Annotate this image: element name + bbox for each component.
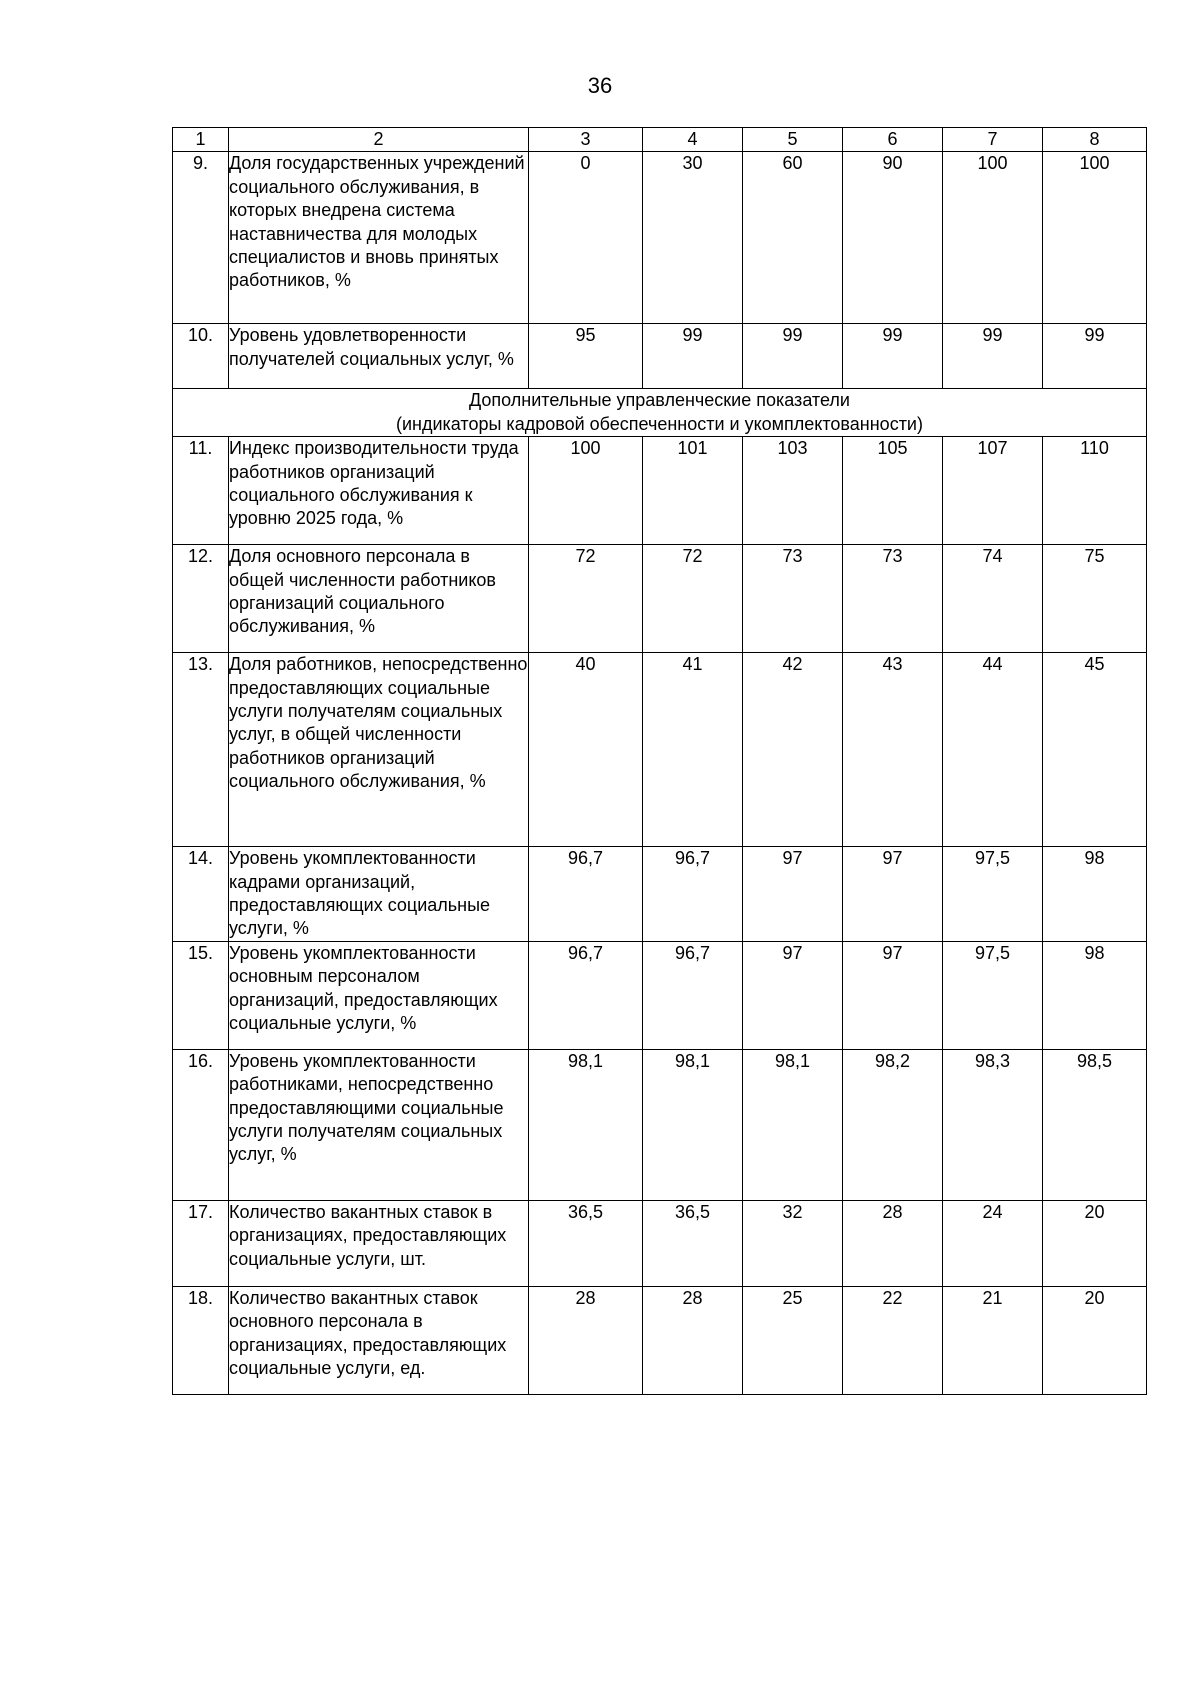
- indicator-value: 32: [743, 1200, 843, 1286]
- indicator-value: 98,1: [643, 1049, 743, 1200]
- section-header-row: [173, 389, 1147, 437]
- column-number-row: [173, 128, 1147, 152]
- indicator-value: 100: [943, 152, 1043, 324]
- indicator-value: 96,7: [529, 941, 643, 1049]
- indicator-name: Количество вакантных ставок основного персонала в организациях, предоставляющих социальные услуги, ед.: [229, 1286, 529, 1394]
- row-number: 15.: [173, 941, 229, 1049]
- indicator-value: 42: [743, 653, 843, 847]
- indicator-value: 97: [743, 847, 843, 942]
- indicator-value: 99: [743, 324, 843, 389]
- indicator-value: 22: [843, 1286, 943, 1394]
- indicators-table: [172, 127, 1147, 1395]
- table-row: [173, 1200, 1147, 1286]
- indicator-value: 100: [1043, 152, 1147, 324]
- row-number: 14.: [173, 847, 229, 942]
- indicator-name: Уровень укомплектованности работниками, непосредственно предоставляющими социальные услуги получателям социальных услуг, %: [229, 1049, 529, 1200]
- indicator-name: Доля основного персонала в общей численности работников организаций социального обслуживания, %: [229, 545, 529, 653]
- indicator-value: 105: [843, 437, 943, 545]
- column-number: 1: [173, 128, 229, 152]
- row-number: 12.: [173, 545, 229, 653]
- indicator-value: 20: [1043, 1286, 1147, 1394]
- indicator-value: 97: [843, 847, 943, 942]
- row-number: 16.: [173, 1049, 229, 1200]
- indicator-value: 74: [943, 545, 1043, 653]
- indicator-value: 98: [1043, 847, 1147, 942]
- indicator-value: 43: [843, 653, 943, 847]
- table-row: [173, 1049, 1147, 1200]
- indicator-value: 75: [1043, 545, 1147, 653]
- indicator-value: 98: [1043, 941, 1147, 1049]
- indicator-name: Уровень укомплектованности кадрами организаций, предоставляющих социальные услуги, %: [229, 847, 529, 942]
- column-number: 7: [943, 128, 1043, 152]
- indicator-value: 100: [529, 437, 643, 545]
- table-row: [173, 941, 1147, 1049]
- table-row: [173, 545, 1147, 653]
- section-header: [173, 389, 1147, 437]
- indicator-value: 21: [943, 1286, 1043, 1394]
- indicator-name: Количество вакантных ставок в организациях, предоставляющих социальные услуги, шт.: [229, 1200, 529, 1286]
- column-number: 6: [843, 128, 943, 152]
- indicator-value: 107: [943, 437, 1043, 545]
- indicator-value: 97,5: [943, 847, 1043, 942]
- table-row: [173, 653, 1147, 847]
- row-number: 13.: [173, 653, 229, 847]
- indicator-value: 98,1: [743, 1049, 843, 1200]
- indicator-name: Уровень укомплектованности основным персоналом организаций, предоставляющих социальные услуги, %: [229, 941, 529, 1049]
- indicator-value: 20: [1043, 1200, 1147, 1286]
- table-row: [173, 324, 1147, 389]
- indicator-value: 25: [743, 1286, 843, 1394]
- indicator-value: 73: [743, 545, 843, 653]
- indicator-value: 99: [643, 324, 743, 389]
- row-number: 18.: [173, 1286, 229, 1394]
- indicator-value: 97: [743, 941, 843, 1049]
- indicator-name: Уровень удовлетворенности получателей социальных услуг, %: [229, 324, 529, 389]
- indicator-name: Доля государственных учреждений социального обслуживания, в которых внедрена система наставничества для молодых специалистов и вновь принятых работников, %: [229, 152, 529, 324]
- table-body: [173, 128, 1147, 1395]
- table-row: [173, 847, 1147, 942]
- table-row: [173, 152, 1147, 324]
- page-number: 36: [587, 73, 613, 98]
- indicator-value: 98,1: [529, 1049, 643, 1200]
- column-number: 8: [1043, 128, 1147, 152]
- section-subtitle: (индикаторы кадровой обеспеченности и укомплектованности): [395, 413, 923, 434]
- row-number: 10.: [173, 324, 229, 389]
- indicator-value: 99: [843, 324, 943, 389]
- indicator-value: 98,5: [1043, 1049, 1147, 1200]
- indicator-value: 60: [743, 152, 843, 324]
- indicator-value: 73: [843, 545, 943, 653]
- indicator-value: 110: [1043, 437, 1147, 545]
- indicator-value: 30: [643, 152, 743, 324]
- indicator-name: Индекс производительности труда работников организаций социального обслуживания к уровню 2025 года, %: [229, 437, 529, 545]
- indicator-value: 44: [943, 653, 1043, 847]
- indicator-value: 40: [529, 653, 643, 847]
- indicator-value: 99: [943, 324, 1043, 389]
- indicator-value: 96,7: [529, 847, 643, 942]
- indicator-value: 99: [1043, 324, 1147, 389]
- indicator-value: 45: [1043, 653, 1147, 847]
- section-title: Дополнительные управленческие показатели: [469, 390, 850, 411]
- row-number: 11.: [173, 437, 229, 545]
- indicator-value: 97: [843, 941, 943, 1049]
- indicator-value: 98,2: [843, 1049, 943, 1200]
- indicator-value: 28: [843, 1200, 943, 1286]
- indicator-value: 41: [643, 653, 743, 847]
- indicator-value: 72: [529, 545, 643, 653]
- indicator-value: 103: [743, 437, 843, 545]
- indicator-value: 28: [529, 1286, 643, 1394]
- column-number: 3: [529, 128, 643, 152]
- table-row: [173, 437, 1147, 545]
- indicator-value: 0: [529, 152, 643, 324]
- indicator-value: 24: [943, 1200, 1043, 1286]
- table-row: [173, 1286, 1147, 1394]
- column-number: 2: [229, 128, 529, 152]
- indicator-value: 96,7: [643, 941, 743, 1049]
- indicator-name: Доля работников, непосредственно предоставляющих социальные услуги получателям социальных услуг, в общей численности работников организаций социального обслуживания, %: [229, 653, 529, 847]
- indicator-value: 97,5: [943, 941, 1043, 1049]
- indicator-value: 90: [843, 152, 943, 324]
- indicator-value: 101: [643, 437, 743, 545]
- column-number: 4: [643, 128, 743, 152]
- indicator-value: 36,5: [529, 1200, 643, 1286]
- row-number: 9.: [173, 152, 229, 324]
- indicator-value: 95: [529, 324, 643, 389]
- indicator-value: 72: [643, 545, 743, 653]
- row-number: 17.: [173, 1200, 229, 1286]
- indicator-value: 28: [643, 1286, 743, 1394]
- indicator-value: 96,7: [643, 847, 743, 942]
- indicator-value: 36,5: [643, 1200, 743, 1286]
- indicator-value: 98,3: [943, 1049, 1043, 1200]
- column-number: 5: [743, 128, 843, 152]
